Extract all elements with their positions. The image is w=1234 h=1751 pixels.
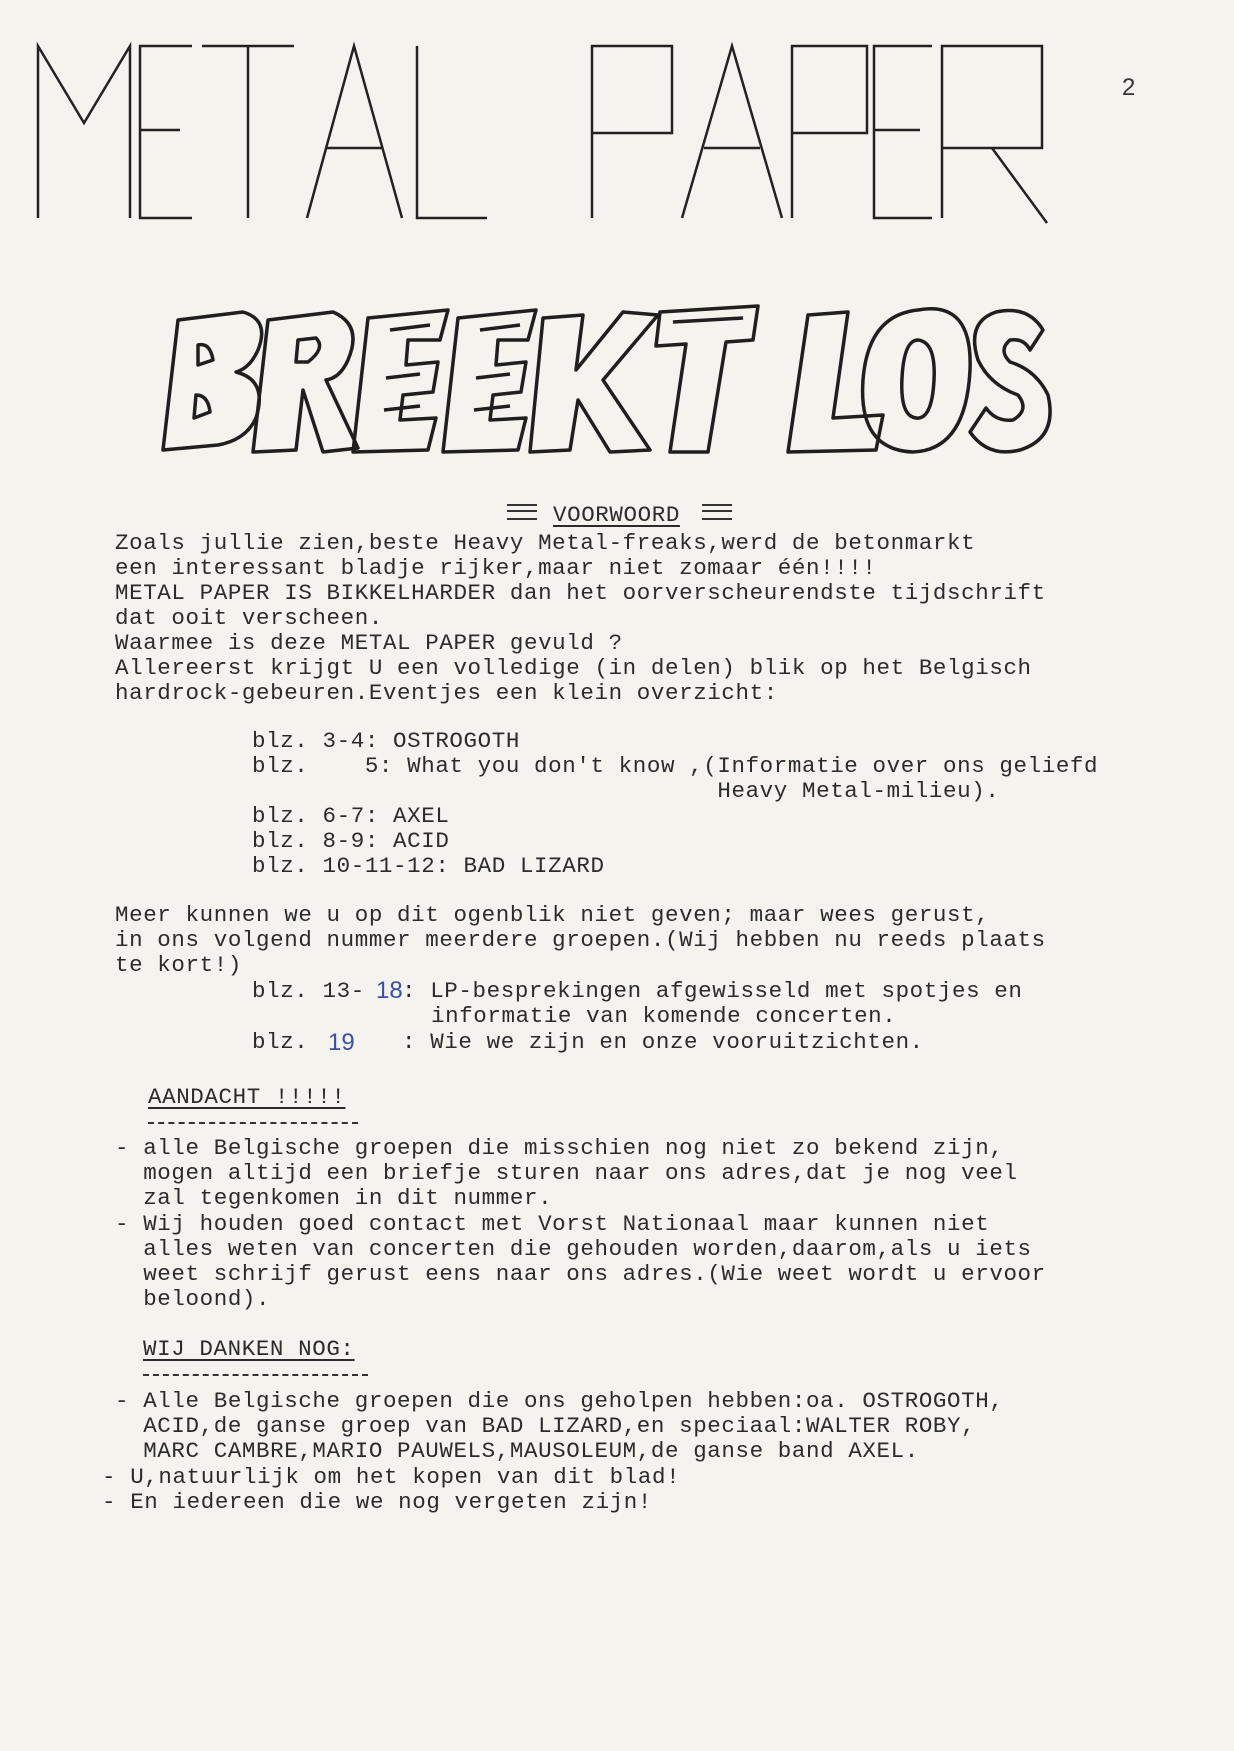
headline-breekt-los <box>158 300 1058 460</box>
heading-ornament-right <box>702 504 732 520</box>
contents2-text: : LP-besprekingen afgewisseld met spotjes en <box>402 978 1023 1004</box>
contents2-prefix: blz. 13- <box>252 978 365 1004</box>
aandacht-line: weet schrijf gerust eens naar ons adres.(Wie weet wordt u ervoor <box>115 1261 1046 1287</box>
masthead-title <box>32 38 1172 228</box>
voorwoord-line: een interessant bladje rijker,maar niet zomaar één!!!! <box>115 555 877 581</box>
danken-heading: WIJ DANKEN NOG: <box>143 1336 355 1362</box>
voorwoord-line: Allereerst krijgt U een volledige (in delen) blik op het Belgisch <box>115 655 1032 681</box>
danken-line: ACID,de ganse groep van BAD LIZARD,en speciaal:WALTER ROBY, <box>115 1413 976 1439</box>
handwritten-page-18: 18 <box>376 977 403 1004</box>
aandacht-line: beloond). <box>115 1286 271 1312</box>
danken-line: - En iedereen die we nog vergeten zijn! <box>102 1489 652 1515</box>
contents2-text: : Wie we zijn en onze vooruitzichten. <box>402 1029 924 1055</box>
danken-line: - Alle Belgische groepen die ons geholpen hebben:oa. OSTROGOTH, <box>115 1388 1004 1414</box>
danken-line: - U,natuurlijk om het kopen van dit blad! <box>102 1464 681 1490</box>
heading-dash-underline <box>148 1122 358 1124</box>
aandacht-line: alles weten van concerten die gehouden worden,daarom,als u iets <box>115 1236 1032 1262</box>
aandacht-line: zal tegenkomen in dit nummer. <box>115 1185 553 1211</box>
voorwoord-line: hardrock-gebeuren.Eventjes een klein overzicht: <box>115 680 778 706</box>
voorwoord-heading: VOORWOORD <box>553 502 680 528</box>
danken-line: MARC CAMBRE,MARIO PAUWELS,MAUSOLEUM,de ganse band AXEL. <box>115 1438 919 1464</box>
aandacht-line: - alle Belgische groepen die misschien nog niet zo bekend zijn, <box>115 1135 1004 1161</box>
contents-row: blz. 10-11-12: BAD LIZARD <box>252 853 605 879</box>
page-number: 2 <box>1122 74 1136 101</box>
contents-row: blz. 6-7: AXEL <box>252 803 450 829</box>
contents-row: Heavy Metal-milieu). <box>252 778 1000 804</box>
voorwoord-line: dat ooit verscheen. <box>115 605 383 631</box>
contents2-prefix: blz. <box>252 1029 309 1055</box>
meer-line: in ons volgend nummer meerdere groepen.(Wij hebben nu reeds plaats <box>115 927 1046 953</box>
aandacht-line: mogen altijd een briefje sturen naar ons adres,dat je nog veel <box>115 1160 1018 1186</box>
meer-line: Meer kunnen we u op dit ogenblik niet geven; maar wees gerust, <box>115 902 990 928</box>
meer-line: te kort!) <box>115 952 242 978</box>
aandacht-heading: AANDACHT !!!!! <box>148 1084 346 1110</box>
handwritten-page-19: 19 <box>328 1029 355 1056</box>
aandacht-line: - Wij houden goed contact met Vorst Nationaal maar kunnen niet <box>115 1211 990 1237</box>
contents-row: blz. 5: What you don't know ,(Informatie over ons geliefd <box>252 753 1099 779</box>
voorwoord-line: Waarmee is deze METAL PAPER gevuld ? <box>115 630 623 656</box>
contents-row: blz. 3-4: OSTROGOTH <box>252 728 520 754</box>
heading-ornament-left <box>507 504 537 520</box>
voorwoord-line: METAL PAPER IS BIKKELHARDER dan het oorverscheurendste tijdschrift <box>115 580 1046 606</box>
voorwoord-line: Zoals jullie zien,beste Heavy Metal-freaks,werd de betonmarkt <box>115 530 976 556</box>
heading-dash-underline <box>143 1374 368 1376</box>
contents-row: blz. 8-9: ACID <box>252 828 450 854</box>
contents2-text-cont: informatie van komende concerten. <box>431 1003 897 1029</box>
